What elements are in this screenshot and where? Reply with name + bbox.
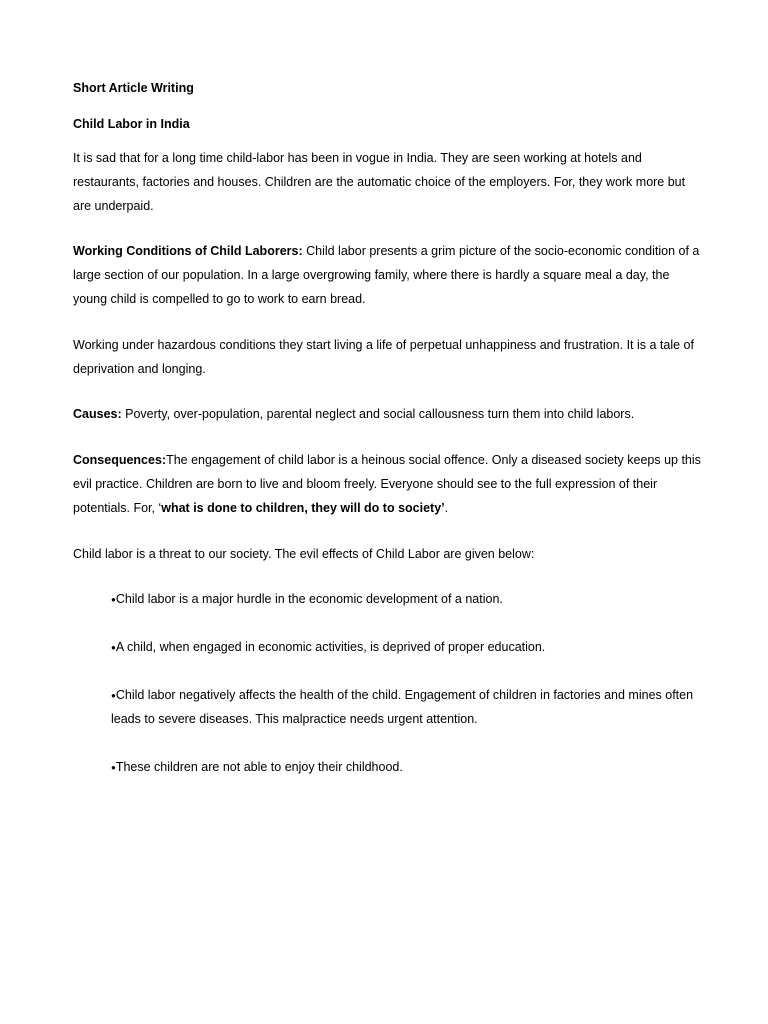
consequences-quote: what is done to children, they will do to society’ <box>161 500 445 515</box>
list-item <box>111 756 701 780</box>
consequences-text: The engagement of child labor is a heinous social offence. Only a diseased society keeps up this evil practice. Children are born to live and bloom freely. Everyone should see to the full expression of their potentials. For, ‘ <box>73 453 701 515</box>
list-item <box>111 684 701 732</box>
effects-intro: Child labor is a threat to our society. The evil effects of Child Labor are given below: <box>73 546 535 561</box>
working-conditions-label: Working Conditions of Child Laborers: <box>73 244 303 259</box>
hazard-paragraph: Working under hazardous conditions they start living a life of perpetual unhappiness and frustration. It is a tale of deprivation and longing. <box>73 337 694 376</box>
bullet-icon: ● <box>111 595 116 605</box>
list-item <box>111 636 701 660</box>
effect-text: Child labor negatively affects the health of the child. Engagement of children in factories and mines often leads to severe diseases. This malpractice needs urgent attention. <box>111 687 694 726</box>
causes-paragraph <box>73 403 701 427</box>
causes-label: Causes: <box>73 407 122 422</box>
consequences-end: . <box>444 500 449 515</box>
working-conditions-text: Child labor presents a grim picture of the socio-economic condition of a large section of our population. In a large overgrowing family, where there is hardly a square meal a day, the young child is compelled to go to work to earn bread. <box>73 244 700 306</box>
working-conditions-paragraph <box>73 240 701 311</box>
bullet-icon: ● <box>111 762 116 772</box>
consequences-label: Consequences: <box>73 453 167 468</box>
bullet-icon: ● <box>111 643 116 653</box>
causes-text: Poverty, over-population, parental neglect and social callousness turn them into child labors. <box>121 407 635 422</box>
document-page <box>73 78 701 803</box>
list-item <box>111 588 701 612</box>
consequences-paragraph <box>73 449 701 520</box>
effect-text: These children are not able to enjoy their childhood. <box>115 759 403 774</box>
effect-text: A child, when engaged in economic activities, is deprived of proper education. <box>115 640 546 655</box>
effect-text: Child labor is a major hurdle in the economic development of a nation. <box>115 592 503 607</box>
effects-list <box>73 588 701 779</box>
article-title: Child Labor in India <box>73 117 190 131</box>
bullet-icon: ● <box>111 690 116 700</box>
document-kicker: Short Article Writing <box>73 81 194 95</box>
intro-paragraph: It is sad that for a long time child-labor has been in vogue in India. They are seen working at hotels and restaurants, factories and houses. Children are the automatic choice of the employers. For, they work more but are underpaid. <box>73 151 686 213</box>
